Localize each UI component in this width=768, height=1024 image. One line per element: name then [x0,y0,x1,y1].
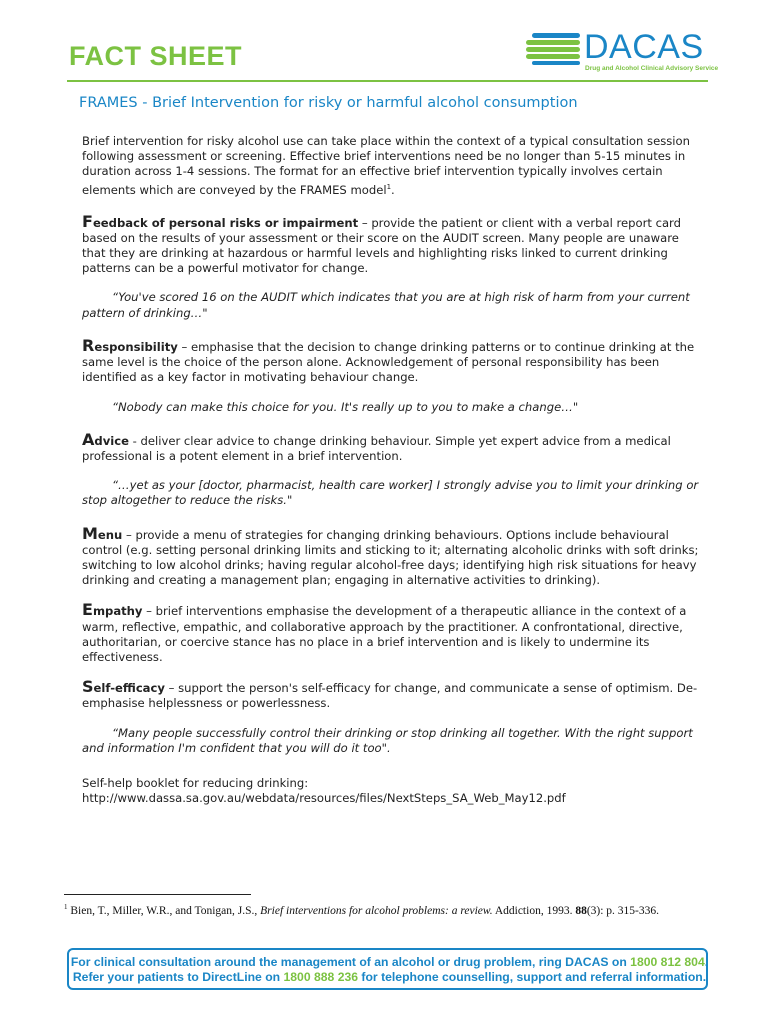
section-letter: A [82,429,95,449]
section-self-efficacy [82,679,702,711]
selfhelp-label: Self-help booklet for reducing drinking: [82,775,309,790]
footer-contact-box [67,948,708,990]
section-empathy [82,602,702,665]
footer-line-2 [69,970,710,984]
intro-end: . [391,182,395,197]
section-quote: “Nobody can make this choice for you. It's really up to you to make a change…" [112,399,579,414]
section-term: mpathy [92,604,143,619]
section-term: dvice [94,433,129,448]
section-term: eedback of personal risks or impairment [92,215,359,230]
section-advice [82,429,702,464]
footnote-journal: Addiction, 1993. [492,904,576,917]
header-divider [67,80,708,82]
section-responsibility [82,335,702,386]
footnote [64,900,704,919]
section-term: elf-efficacy [93,681,165,696]
dacas-phone[interactable]: 1800 812 804 [630,955,705,969]
selfhelp-link[interactable]: http://www.dassa.sa.gov.au/webdata/resources/files/NextSteps_SA_Web_May12.pdf [82,791,566,806]
section-letter: E [82,600,93,620]
footer-line-1 [69,955,710,969]
section-text: – support the person's self-efficacy for change, and communicate a sense of optimism. De-emphasise helplessness or powerlessness. [82,681,698,711]
footnote-title: Brief interventions for alcohol problems: a review. [260,904,493,917]
footnote-ref: 1 [386,182,392,191]
footer-line-2-text: Refer your patients to DirectLine on [72,970,284,984]
section-letter: S [82,677,94,697]
section-term: enu [97,527,123,542]
section-quote: “You've scored 16 on the AUDIT which indicates that you are at high risk of harm from your current pattern of drinking…" [82,290,690,320]
section-text: – provide a menu of strategies for changing drinking behaviours. Options include behavioural control (e.g. setting personal drinking limits and sticking to it; alternating alcoholic drinks with soft drinks; switching to low alcohol drinks; having regular alcohol-free days; identifying high risk situations for heavy drinking and creating a management plan; engaging in alternative activities to drinking). [82,527,699,588]
logo-bars-icon [526,32,582,65]
section-text: – brief interventions emphasise the development of a therapeutic alliance in the context of a warm, reflective, empathic, and collaborative approach by the practitioner. A confrontational, directive, authoritarian, or coercive stance has no place in a brief intervention and is likely to undermine its effectiveness. [82,604,687,664]
section-menu [82,523,702,589]
section-quote: “Many people successfully control their drinking or stop drinking all together. With the right support and information I'm confident that you will do it too". [82,725,693,755]
intro-text: Brief intervention for risky alcohol use can take place within the context of a typical consultation session following assessment or screening. Effective brief interventions need be no longer than 5-15 minutes in duration across 1-4 sessions. The format for an effective brief intervention typically involves certain elements which are conveyed by the FRAMES model [82,134,690,197]
footnote-authors: Bien, T., Miller, W.R., and Tonigan, J.S., [67,904,261,917]
intro-paragraph [82,134,702,198]
page-subtitle: FRAMES - Brief Intervention for risky or harmful alcohol consumption [79,95,578,111]
dacas-logo [526,28,719,76]
section-text: – provide the patient or client with a verbal report card based on the results of your assessment or their score on the AUDIT screen. Many people are unaware that they are drinking at hazardous or harmful levels and highlighting risks linked to current drinking patterns can be a powerful motivator for change. [82,215,681,276]
section-text: - deliver clear advice to change drinking behaviour. Simple yet expert advice from a medical professional is a potent element in a brief intervention. [82,433,671,463]
directline-phone[interactable]: 1800 888 236 [283,970,359,984]
section-quote: “…yet as your [doctor, pharmacist, health care worker] I strongly advise you to limit your drinking or stop altogether to reduce the risks." [82,478,699,508]
footnote-volume: 88 [575,904,587,917]
footnote-divider [64,894,251,895]
main-content [82,134,702,806]
footnote-pages: (3): p. 315-336. [586,904,660,917]
section-letter: R [82,335,95,355]
section-feedback [82,211,702,277]
footnote-number: 1 [64,903,68,911]
logo-subtitle: Drug and Alcohol Clinical Advisory Service [585,65,719,72]
footer-line-1-end: . [704,955,709,969]
fact-sheet-title: FACT SHEET [69,41,243,71]
section-letter: F [82,211,93,231]
footer-line-1-text: For clinical consultation around the management of an alcohol or drug problem, ring DACAS on [70,955,631,969]
section-text: – emphasise that the decision to change drinking patterns or to continue drinking at the same level is the choice of the person alone. Acknowledgement of personal responsibility has been identified as a key factor in motivating behaviour change. [82,339,695,385]
section-letter: M [82,523,98,543]
logo-wordmark: DACAS [584,28,704,66]
footer-line-2-end: for telephone counselling, support and referral information. [358,970,707,984]
section-term: esponsibility [94,339,178,354]
